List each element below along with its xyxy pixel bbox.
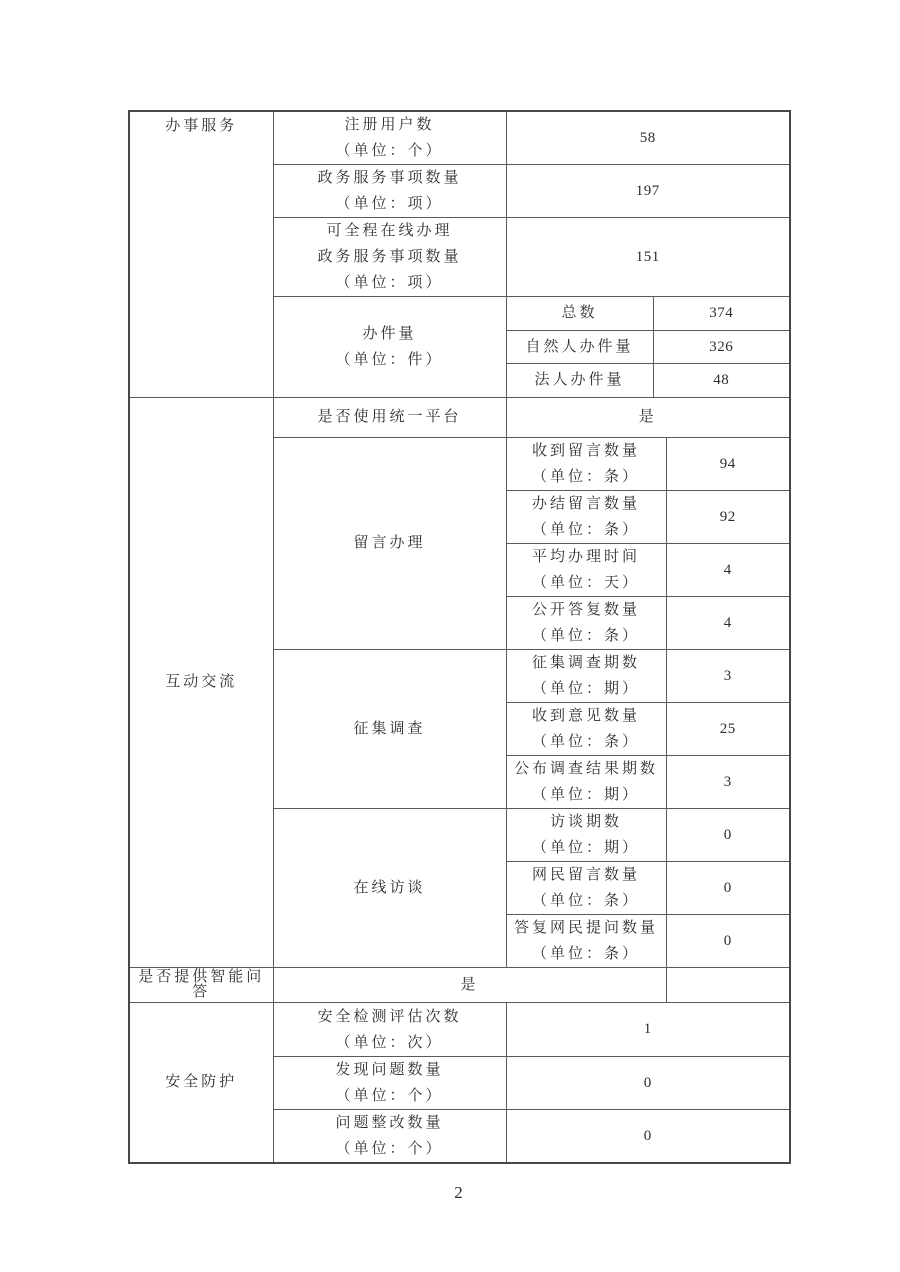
label-case-volume: 办件量 （单位：件）: [273, 297, 506, 398]
label-case-legal-person: 法人办件量: [506, 364, 653, 398]
label-case-natural-person: 自然人办件量: [506, 331, 653, 364]
group-label-service: [129, 111, 273, 398]
label-survey-issues: 征集调查期数 （单位：期）: [506, 650, 666, 703]
value-messages-resolved: 92: [666, 491, 790, 544]
value-registered-users: 58: [506, 111, 790, 165]
value-case-natural-person: 326: [653, 331, 790, 364]
value-survey-issues: 3: [666, 650, 790, 703]
page-number: 2: [454, 1183, 463, 1202]
label-problems-found: 发现问题数量 （单位：个）: [273, 1057, 506, 1110]
label-interview: 在线访谈: [273, 809, 506, 968]
label-netizen-messages: 网民留言数量 （单位：条）: [506, 862, 666, 915]
value-case-total: 374: [653, 297, 790, 331]
label-survey-results-published: 公布调查结果期数 （单位：期）: [506, 756, 666, 809]
value-netizen-messages: 0: [666, 862, 790, 915]
group-label-security: [129, 1003, 273, 1164]
value-netizen-questions-answered: 0: [666, 915, 790, 968]
label-messages-received: 收到留言数量 （单位：条）: [506, 438, 666, 491]
label-message-handling: 留言办理: [273, 438, 506, 650]
value-unified-platform: 是: [506, 398, 790, 438]
label-average-handling-time: 平均办理时间 （单位：天）: [506, 544, 666, 597]
statistics-table: [128, 110, 791, 1164]
label-smart-qa: 是否提供智能问答: [129, 968, 273, 1003]
value-full-online-items: 151: [506, 218, 790, 297]
value-problems-rectified: 0: [506, 1110, 790, 1164]
label-registered-users: 注册用户数 （单位：个）: [273, 111, 506, 165]
label-netizen-questions-answered: 答复网民提问数量 （单位：条）: [506, 915, 666, 968]
value-interview-sessions: 0: [666, 809, 790, 862]
label-interview-sessions: 访谈期数 （单位：期）: [506, 809, 666, 862]
group-label-interaction: [129, 398, 273, 968]
label-case-total: 总数: [506, 297, 653, 331]
value-case-legal-person: 48: [653, 364, 790, 398]
value-problems-found: 0: [506, 1057, 790, 1110]
value-survey-results-published: 3: [666, 756, 790, 809]
value-smart-qa: 是: [273, 968, 666, 1003]
label-security-assessments: 安全检测评估次数 （单位：次）: [273, 1003, 506, 1057]
label-problems-rectified: 问题整改数量 （单位：个）: [273, 1110, 506, 1164]
group-label-security-text: 安全防护: [165, 1074, 238, 1090]
label-unified-platform: 是否使用统一平台: [273, 398, 506, 438]
label-public-replies: 公开答复数量 （单位：条）: [506, 597, 666, 650]
label-survey: 征集调查: [273, 650, 506, 809]
group-label-service-text: 办事服务: [165, 118, 238, 134]
label-messages-resolved: 办结留言数量 （单位：条）: [506, 491, 666, 544]
value-security-assessments: 1: [506, 1003, 790, 1057]
label-full-online-items: 可全程在线办理 政务服务事项数量 （单位：项）: [273, 218, 506, 297]
value-public-replies: 4: [666, 597, 790, 650]
label-service-items: 政务服务事项数量 （单位：项）: [273, 165, 506, 218]
label-opinions-received: 收到意见数量 （单位：条）: [506, 703, 666, 756]
value-average-handling-time: 4: [666, 544, 790, 597]
value-service-items: 197: [506, 165, 790, 218]
group-label-interaction-text: 互动交流: [165, 674, 238, 690]
value-opinions-received: 25: [666, 703, 790, 756]
value-messages-received: 94: [666, 438, 790, 491]
